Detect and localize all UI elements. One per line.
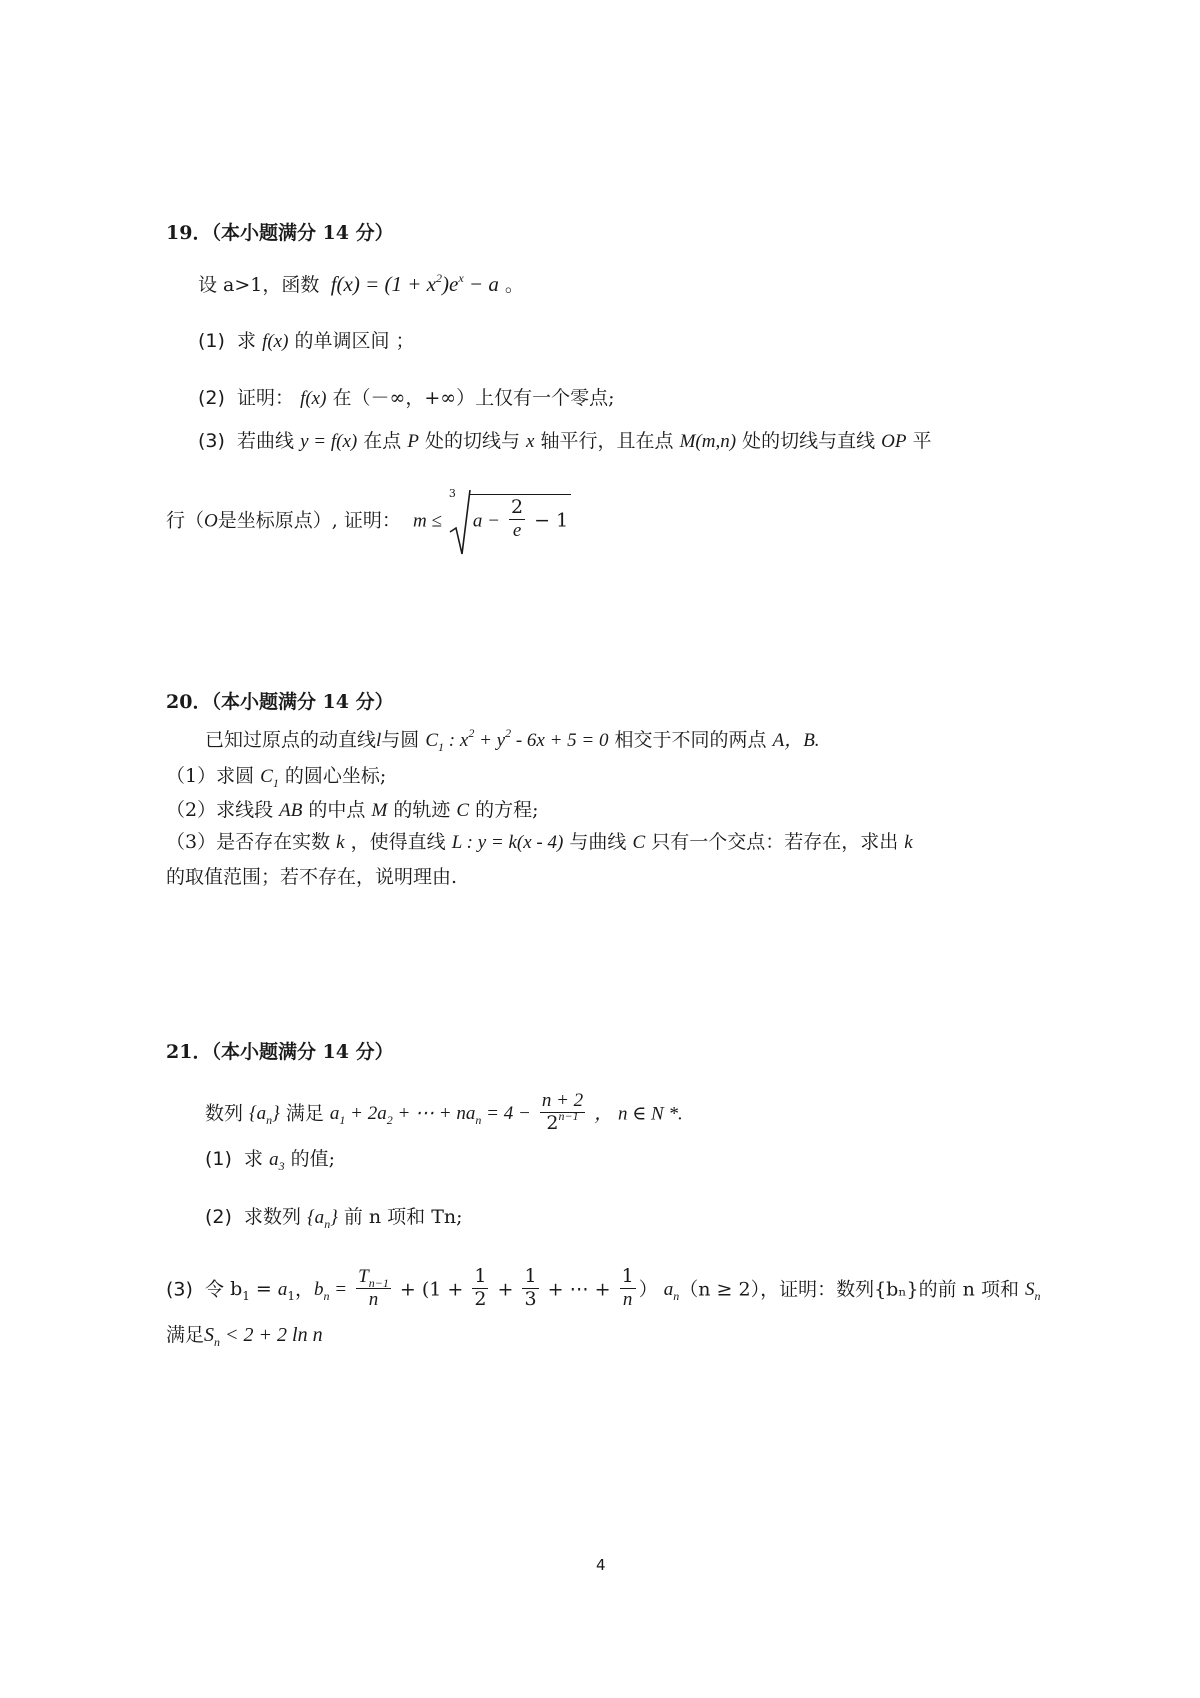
q21-header: 21．（本小题满分 14 分） (166, 1041, 394, 1063)
q19-part3-line1: (3) 若曲线 y = f(x) 在点 P 处的切线与 x 轴平行，且在点 M(m,n) 处的切线与直线 OP 平 (198, 430, 932, 452)
q19-fraction: $\frac{2}{e}$ (511, 496, 524, 541)
q19-cube-root: 3 a − $\frac{2}{e}$ − 1 (448, 494, 571, 544)
q20-intro: 已知过原点的动直线l与圆 $C_1$ : $x^2 + y^2 - 6x + 5 = 0$ 相交于不同的两点 A，B. (205, 726, 820, 754)
q21-fraction-nth: $\frac{1}{n}$ (621, 1265, 634, 1310)
q19-part3-line2: 行（O是坐标原点）, 证明： m ≤ 3 a − $\frac{2}{e}$ − 1 (166, 494, 571, 544)
q21-part2: (2) 求数列 $\{a_n\}$ 前 n 项和 Tn; (205, 1206, 463, 1231)
q21-part3-line2: 满足$S_n < 2 + 2$ ln n (166, 1324, 323, 1349)
q21-part1: (1) 求 $a_3$ 的值; (205, 1148, 336, 1173)
q21-fraction-third: $\frac{1}{3}$ (524, 1265, 537, 1310)
q20-circle-equation: $C_1$ : $x^2 + y^2 - 6x + 5 = 0$ (425, 726, 609, 754)
q19-part2: (2) 证明： f(x) 在（－∞，+∞）上仅有一个零点; (198, 387, 615, 409)
q21-part3-line1: (3) 令 $b_1 = a_1$，$b_n$ = $\frac{T_{n-1}}{n}$ + (1 + $\frac{1}{2}$ + $\frac{1}{3}$ + ⋯ + $\frac{1}{n}$ ） $a_n(n \ge 2)$，证明：数列{bₙ}的前 n 项和 $S_n$ (166, 1265, 1041, 1310)
q20-header: 20．（本小题满分 14 分） (166, 691, 394, 713)
page-number: 4 (596, 1556, 606, 1574)
q21-fraction-half: $\frac{1}{2}$ (474, 1265, 487, 1310)
q19-intro: 设 a>1，函数 $f(x) = (1 + x^2)e^x - a$ 。 (198, 271, 524, 296)
q21-intro: 数列 $\{a_n\}$ 满足 $a_1 + 2a_2$ + ⋯ + $na_n = 4$ − $\frac{n + 2}{2^{n-1}}$ ， n ∈ N *. (205, 1090, 683, 1134)
q20-part3-line2: 的取值范围；若不存在，说明理由. (166, 866, 458, 888)
q20-part2: （2）求线段 AB 的中点 M 的轨迹 C 的方程; (166, 799, 539, 821)
q20-part3-line1: （3）是否存在实数 k ，使得直线 L : y = k(x - 4) 与曲线 C 只有一个交点：若存在，求出 k (166, 831, 913, 853)
q21-fraction-tn: $\frac{T_{n-1}}{n}$ (358, 1266, 389, 1310)
q21-intro-fraction: $\frac{n + 2}{2^{n-1}}$ (541, 1090, 584, 1134)
q19-header: 19．（本小题满分 14 分） (166, 222, 394, 244)
q19-part1: (1) 求 f(x) 的单调区间 ； (198, 330, 415, 352)
q19-function: $f(x) = (1 + x^2)e^x - a$ (325, 271, 499, 296)
q20-part1: （1）求圆 $C_1$ 的圆心坐标; (166, 765, 387, 790)
